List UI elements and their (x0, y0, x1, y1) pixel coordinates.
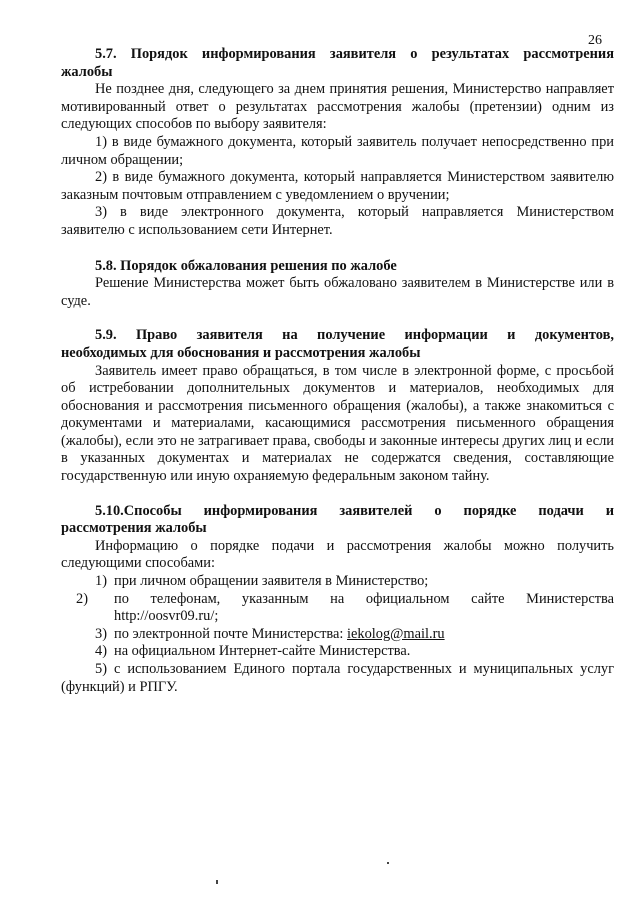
list-item (95, 626, 614, 644)
section-5-10-item-5: 5) с использованием Единого портала государственных и муниципальных услуг (функций) и РПГУ. (61, 661, 614, 695)
list-item (76, 590, 614, 626)
list-item-number: 3) (95, 625, 107, 642)
section-5-8 (61, 258, 614, 311)
list-item (95, 643, 614, 661)
section-5-9-heading-line1: 5.9. Право заявителя на получение информации и документов, (95, 327, 614, 344)
list-item-text: при личном обращении заявителя в Министерство; (114, 573, 429, 590)
scan-speck (216, 880, 218, 884)
section-5-10-heading-line1: 5.10.Способы информирования заявителей о порядке подачи и (95, 502, 614, 519)
section-5-7-heading-line1: 5.7. Порядок информирования заявителя о результатах рассмотрения (95, 46, 614, 62)
page-number: 26 (588, 33, 602, 48)
list-item-number: 4) (95, 643, 107, 660)
list-item (95, 573, 614, 591)
section-5-10-heading-line2: рассмотрения жалобы (61, 520, 207, 537)
section-5-8-text: Решение Министерства может быть обжаловано заявителем в Министерстве или в суде. (61, 275, 614, 309)
list-item-text: по электронной почте Министерства: (114, 625, 347, 642)
section-5-7-heading-line2: жалобы (61, 63, 113, 80)
list-item-number: 2) (76, 590, 88, 607)
section-5-10-list (61, 573, 614, 661)
section-5-7 (61, 46, 614, 240)
section-5-9-heading-line2: необходимых для обоснования и рассмотрения жалобы (61, 344, 421, 361)
list-item-number: 1) (95, 573, 107, 590)
list-item-text: на официальном Интернет-сайте Министерства. (114, 643, 411, 660)
section-5-7-item-2: 2) в виде бумажного документа, который направляется Министерством заявителю заказным почтовым отправлением с уведомлением о вручении; (61, 169, 614, 203)
section-5-9-text: Заявитель имеет право обращаться, в том числе в электронной форме, с просьбой об истребовании дополнительных документов и материалов, необходимых для обоснования и рассмотрения письменного обращения (жалобы), а также знакомиться с документами и материалами, касающимися рассмотрения письменного обращения (жалобы), если это не затрагивает права, свободы и законные интересы других лиц и если в указанных документах и материалах не содержатся сведения, составляющие государственную или иную охраняемую федеральным законом тайну. (61, 362, 614, 485)
section-5-9 (61, 327, 614, 485)
ministry-email-link[interactable]: iekolog@mail.ru (347, 625, 445, 642)
list-item-text: по телефонам, указанным на официальном сайте Министерства (114, 590, 614, 607)
section-5-7-item-1: 1) в виде бумажного документа, который заявитель получает непосредственно при личном обращении; (61, 133, 614, 168)
scan-speck (387, 862, 389, 864)
section-5-8-heading: 5.8. Порядок обжалования решения по жалобе (95, 257, 397, 274)
section-5-7-item-3: 3) в виде электронного документа, который направляется Министерством заявителю с использованием сети Интернет. (61, 204, 614, 238)
document-body (61, 46, 614, 696)
section-5-10 (61, 503, 614, 697)
section-5-10-intro: Информацию о порядке подачи и рассмотрения жалобы можно получить следующими способами: (61, 537, 614, 572)
ministry-website-url[interactable]: http://oosvr09.ru/; (114, 608, 219, 625)
section-5-7-intro: Не позднее дня, следующего за днем принятия решения, Министерство направляет мотивированный ответ о результатах рассмотрения жалобы (претензии) одним из следующих способов по выбору заявителя: (61, 81, 614, 133)
